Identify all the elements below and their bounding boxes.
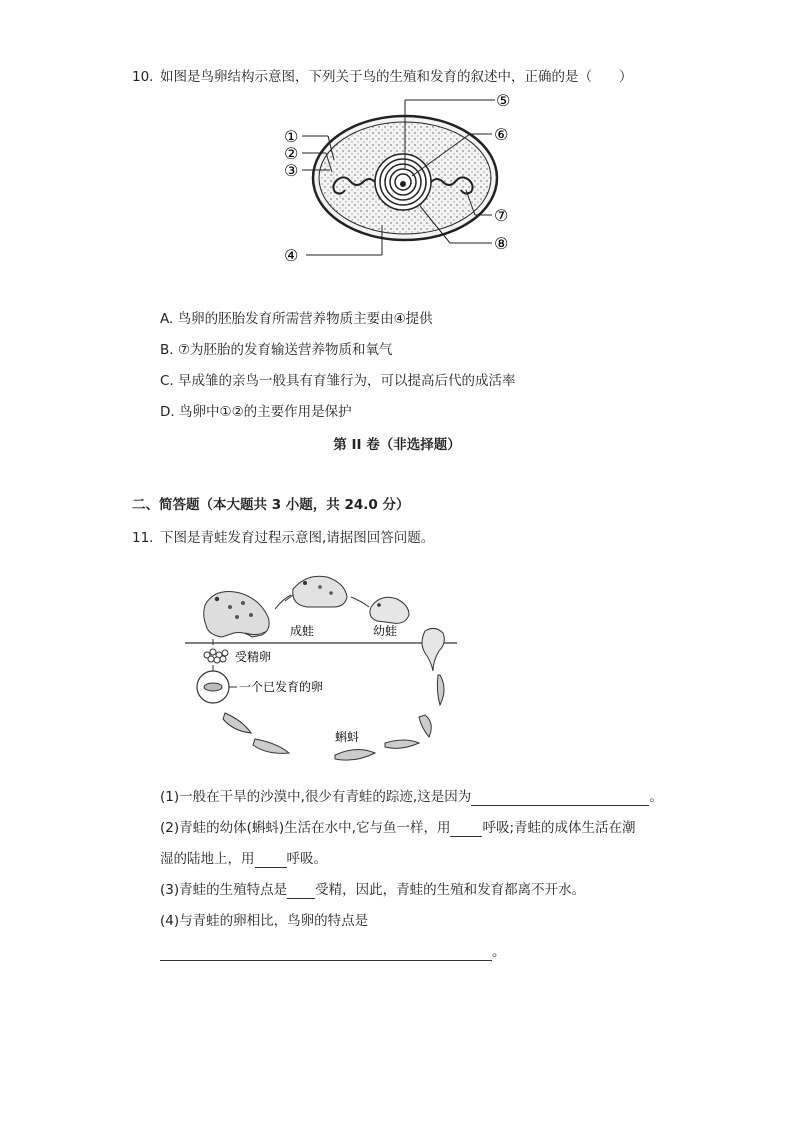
label-2: ② (284, 144, 299, 163)
label-fertilized-egg: 受精卵 (235, 650, 272, 664)
adult-frog-figure (204, 592, 269, 638)
q11-number: 11. (132, 530, 154, 546)
label-5: ⑤ (496, 91, 511, 110)
froglet-figure (422, 628, 444, 671)
young-frog-figure (370, 597, 409, 623)
label-3: ③ (284, 161, 299, 180)
q11-sub2-mid: 呼吸;青蛙的成体生活在潮 (482, 820, 636, 836)
answer-blank-2[interactable] (450, 822, 482, 837)
q10-option-b: B. ⑦为胚胎的发育输送营养物质和氧气 (160, 342, 393, 358)
q11-sub2b-end: 呼吸。 (286, 851, 327, 867)
q11-sub2-line2 (160, 850, 327, 868)
q10-number: 10. (132, 69, 154, 85)
q11-sub3-end: 受精，因此，青蛙的生殖和发育都离不开水。 (315, 882, 586, 898)
q11-sub3 (160, 881, 585, 899)
section-title: 第 II 卷（非选择题） (333, 437, 461, 453)
frog-lifecycle-diagram (185, 565, 465, 770)
q11-sub2-text: (2)青蛙的幼体(蝌蚪)生活在水中,它与鱼一样，用 (160, 820, 451, 836)
label-8: ⑧ (494, 234, 509, 253)
q11-sub4-end: 。 (492, 944, 506, 960)
bird-egg-diagram (270, 90, 530, 270)
label-6: ⑥ (494, 125, 509, 144)
q11-stem: 下图是青蛙发育过程示意图,请据图回答问题。 (160, 530, 435, 546)
q10-option-a: A. 鸟卵的胚胎发育所需营养物质主要由④提供 (160, 311, 433, 327)
label-7: ⑦ (494, 206, 509, 225)
q11-sub2b-text: 湿的陆地上，用 (160, 851, 255, 867)
tadpole-figure (335, 749, 375, 760)
answer-blank-3[interactable] (255, 853, 287, 868)
q11-sub4-answer-line (160, 943, 506, 961)
q10-option-c: C. 早成雏的亲鸟一般具有育雏行为，可以提高后代的成活率 (160, 373, 516, 389)
q11-sub3-text: (3)青蛙的生殖特点是 (160, 882, 288, 898)
q11-sub2-line1 (160, 819, 636, 837)
q11-sub1-text: (1)一般在干旱的沙漠中,很少有青蛙的踪迹,这是因为 (160, 789, 472, 805)
label-tadpole: 蝌蚪 (335, 730, 360, 744)
q11-sub1 (160, 788, 663, 806)
fertilized-egg-cluster (204, 649, 228, 663)
q11-sub1-end: 。 (649, 789, 663, 805)
label-adult-frog: 成蛙 (290, 624, 315, 638)
label-4: ④ (284, 246, 299, 265)
adult-frog-top-figure (285, 576, 347, 607)
q10-stem: 如图是鸟卵结构示意图，下列关于鸟的生殖和发育的叙述中，正确的是（ ） (160, 69, 633, 85)
answer-blank-4[interactable] (287, 884, 315, 899)
q11-sub4: (4)与青蛙的卵相比，鸟卵的特点是 (160, 913, 369, 929)
part-heading: 二、简答题（本大题共 3 小题，共 24.0 分） (132, 497, 410, 513)
q10-option-d: D. 鸟卵中①②的主要作用是保护 (160, 404, 352, 420)
label-young-frog: 幼蛙 (373, 624, 398, 638)
answer-blank-1[interactable] (471, 791, 649, 806)
label-1: ① (284, 127, 299, 146)
answer-blank-5[interactable] (160, 946, 492, 961)
label-developed-egg: 一个已发育的卵 (239, 680, 324, 694)
